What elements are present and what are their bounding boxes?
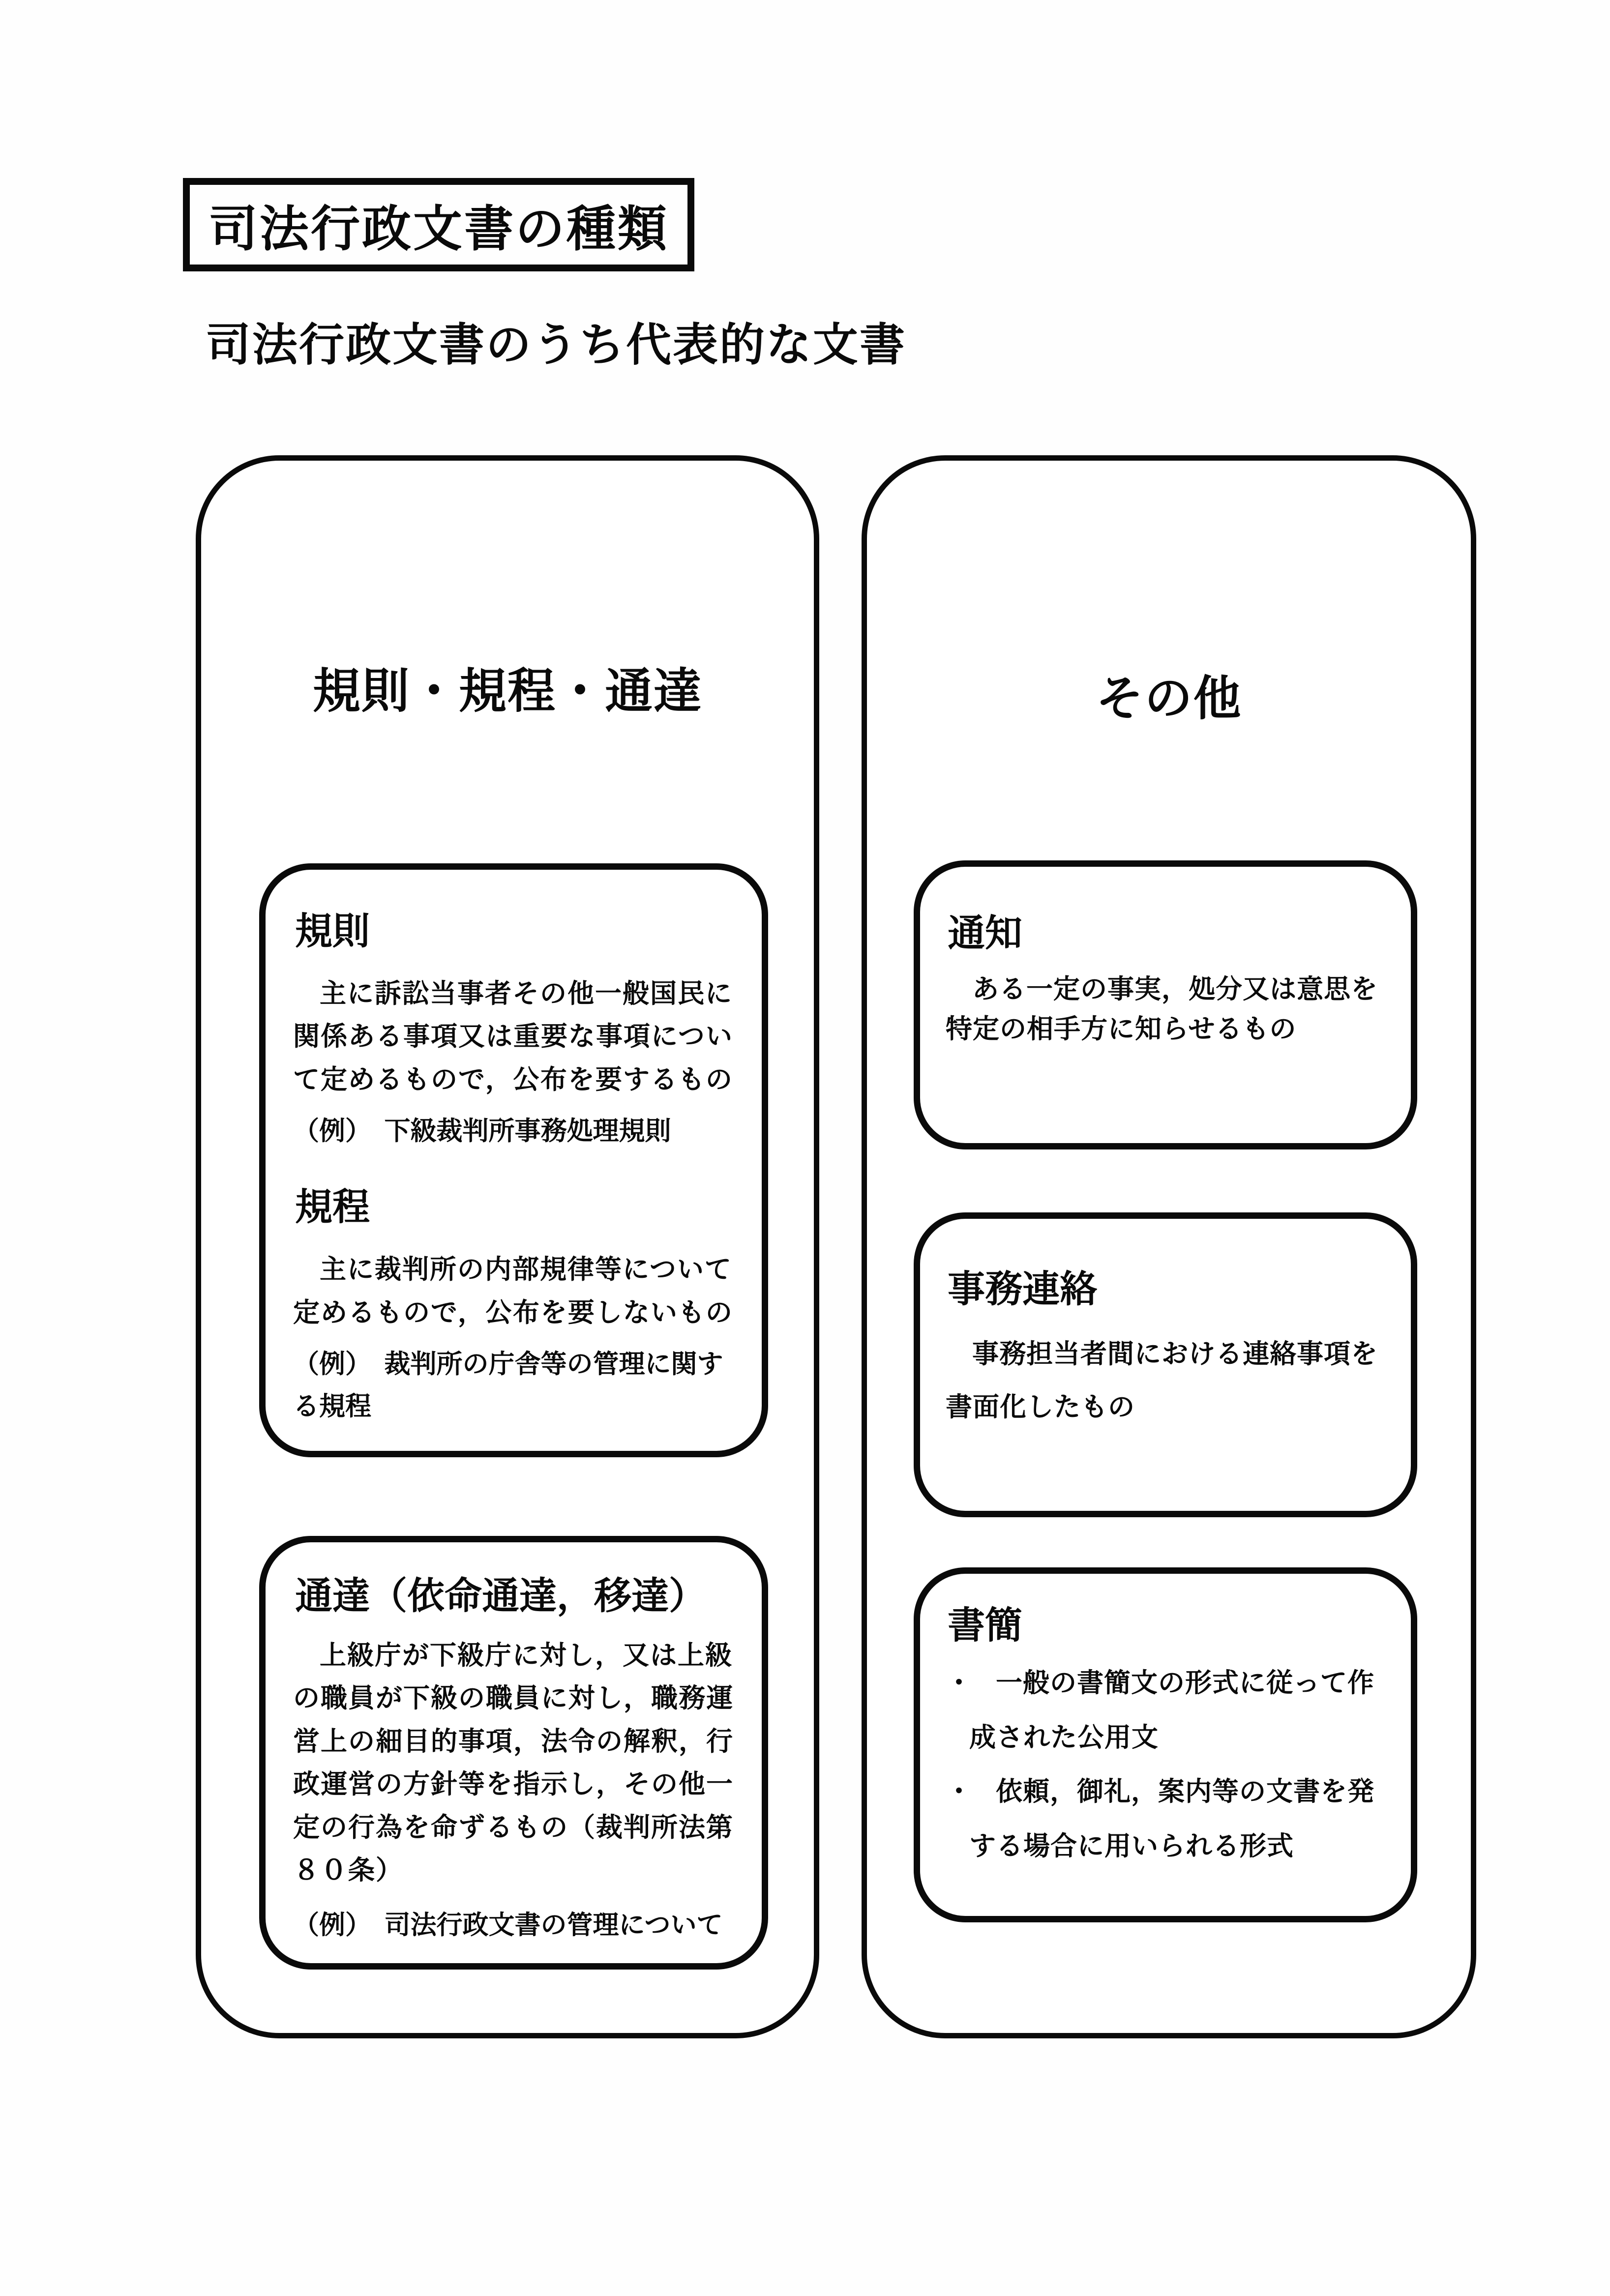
card-letter <box>914 1567 1417 1922</box>
card-circular <box>259 1536 768 1970</box>
letter-bullet-2 <box>946 1765 1389 1873</box>
page-subtitle: 司法行政文書のうち代表的な文書 <box>206 320 907 370</box>
rule-body: 主に訴訟当事者その他一般国民に関係ある事項又は重要な事項について定めるもので，公布を要するもの <box>293 979 733 1094</box>
notice-body: ある一定の事実，処分又は意思を特定の相手方に知らせるもの <box>946 974 1378 1044</box>
letter-bullet-2-text: 依頼，御礼，案内等の文書を発する場合に用いられる形式 <box>969 1777 1374 1861</box>
circular-body: 上級庁が下級庁に対し，又は上級の職員が下級の職員に対し，職務運営上の細目的事項，法令の解釈，行政運営の方針等を指示し，その他一定の行為を命ずるもの（裁判所法第８０条） <box>293 1641 734 1885</box>
liaison-heading: 事務連絡 <box>948 1268 1097 1310</box>
regulation-heading: 規程 <box>295 1186 370 1229</box>
circular-heading: 通達（依命通達，移達） <box>295 1575 706 1617</box>
bullet-icon: ・ <box>946 1668 973 1698</box>
panel-others-header: その他 <box>1096 672 1242 725</box>
letter-heading: 書簡 <box>948 1605 1022 1647</box>
card-liaison <box>914 1212 1417 1517</box>
page-title: 司法行政文書の種類 <box>209 202 669 257</box>
panel-rules-header: 規則・規程・通達 <box>313 664 702 718</box>
document-title-box <box>183 178 694 271</box>
letter-bullet-1 <box>946 1656 1389 1765</box>
card-rules-regulations <box>259 863 768 1457</box>
regulation-example: （例） 裁判所の庁舎等の管理に関する規程 <box>293 1350 723 1421</box>
rule-example: （例） 下級裁判所事務処理規則 <box>293 1117 671 1146</box>
bullet-icon: ・ <box>946 1777 973 1807</box>
notice-heading: 通知 <box>948 913 1022 954</box>
liaison-body: 事務担当者間における連絡事項を書面化したもの <box>946 1339 1378 1422</box>
regulation-body: 主に裁判所の内部規律等について定めるもので，公布を要しないもの <box>293 1255 733 1327</box>
letter-bullet-1-text: 一般の書簡文の形式に従って作成された公用文 <box>969 1668 1374 1752</box>
card-notice <box>914 860 1417 1149</box>
circular-example: （例） 司法行政文書の管理について <box>293 1910 723 1940</box>
rule-heading: 規則 <box>295 911 370 952</box>
